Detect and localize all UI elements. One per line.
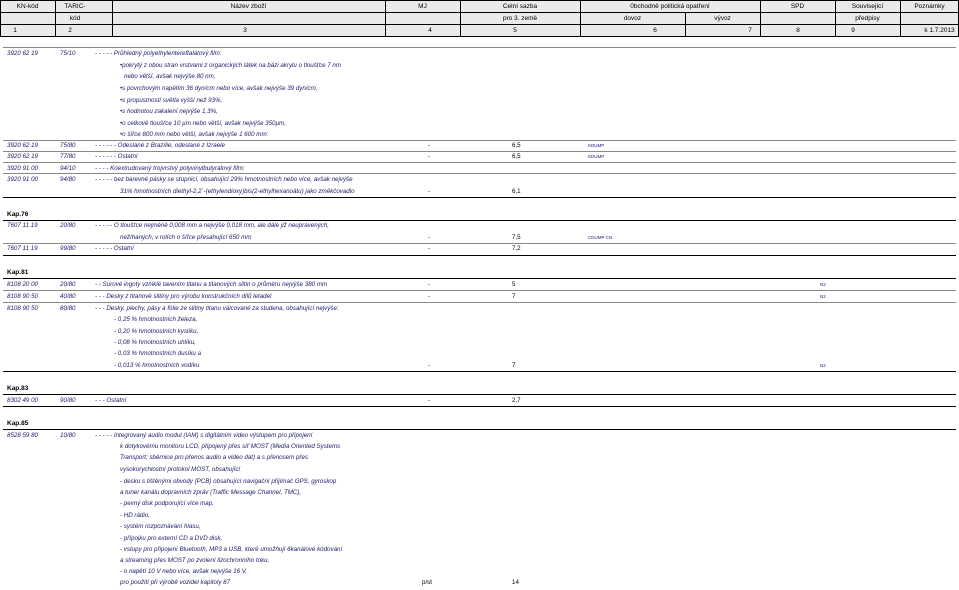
col-num-8: 8 bbox=[796, 27, 800, 34]
description-line: •s hodnotou zakalení nejvýše 1,3%, bbox=[120, 108, 218, 115]
taric-code: 40/80 bbox=[60, 293, 76, 300]
mj: - bbox=[428, 234, 431, 241]
duty-rate: 7 bbox=[512, 362, 516, 369]
description: - - Surové ingoty vzniklé tavením titanu a titanových slitin o průměru nejvýše 380 mm bbox=[95, 281, 328, 288]
duty-rate: 5 bbox=[512, 281, 516, 288]
duty-rate: 6,5 bbox=[512, 153, 521, 160]
duty-rate: 7,2 bbox=[512, 245, 521, 252]
description-line: - o napětí 10 V nebo více, avšak nejvýše 16 V, bbox=[120, 568, 248, 575]
taric-code: 20/80 bbox=[60, 281, 76, 288]
header-vyvoz: vývoz bbox=[714, 15, 731, 22]
description: - - - - - Průhledný polyethylentereftalátový film: bbox=[95, 50, 222, 57]
spd-code: N2 bbox=[820, 363, 826, 368]
description-line: nebo větší, avšak nejvýše 80 nm, bbox=[124, 73, 216, 80]
description: - - - - - bez barevné pásky se stupnicí, obsahující 29% hmotnostních nebo více, avšak nejvýše bbox=[95, 176, 353, 183]
col-num-2: 2 bbox=[68, 27, 72, 34]
description-line: - desku s tištěnými obvody (PCB) obsahující navigační přijímač GPS, gyroskop bbox=[120, 478, 337, 485]
description-line: vysokorychlostní protokol MOST, obsahující bbox=[120, 466, 241, 473]
header-kod: kód bbox=[69, 15, 81, 22]
header-poznamky: Poznámky bbox=[914, 3, 945, 10]
kn-code: 8108 20 00 bbox=[7, 281, 38, 288]
mj: - bbox=[428, 293, 431, 300]
taric-code: 94/80 bbox=[60, 176, 76, 183]
description-line: 31% hmotnostních diethyl-2,2´-(ethylendioxy)bis(2-ethylhexanoátu) jako změkčovadlo bbox=[120, 188, 355, 195]
duty-rate: 2,7 bbox=[512, 397, 521, 404]
col-num-1: 1 bbox=[13, 27, 17, 34]
header-souvisejici: Související bbox=[851, 3, 884, 10]
description-line: - pevný disk podporující více map, bbox=[120, 500, 214, 507]
kn-code: 8302 49 00 bbox=[7, 397, 38, 404]
header-predpisy: předpisy bbox=[855, 15, 880, 22]
description-line: - 0,08 % hmotnostních uhlíku, bbox=[114, 339, 196, 346]
mj: - bbox=[428, 188, 431, 195]
kn-code: 8108 90 50 bbox=[7, 305, 38, 312]
header-opatreni: 0bchodně politická opatření bbox=[630, 3, 710, 10]
kn-code: 8528 59 80 bbox=[7, 432, 38, 439]
header-celni-sazba: Celní sazba bbox=[502, 3, 538, 10]
kn-code: 3920 91 00 bbox=[7, 165, 38, 172]
header-dovoz: dovoz bbox=[623, 15, 642, 22]
chapter-heading: Kap.76 bbox=[7, 211, 29, 218]
duty-rate: 6,5 bbox=[512, 142, 521, 149]
taric-code: 10/80 bbox=[60, 432, 76, 439]
description-line: nežíhaných, v rolích o šířce přesahující 650 mm bbox=[120, 234, 252, 241]
mj: - bbox=[428, 397, 431, 404]
mj: - bbox=[428, 281, 431, 288]
header-taric: TARIC- bbox=[64, 3, 86, 10]
description: - - - Ostatní bbox=[95, 397, 127, 404]
duty-rate: 7 bbox=[512, 293, 516, 300]
description-line: - 0,013 % hmotnostních vodíku bbox=[114, 362, 200, 369]
mj: - bbox=[428, 362, 431, 369]
description-line: k dotykovému monitoru LCD, připojený přes síť MOST (Media Oriented Systems bbox=[120, 443, 341, 450]
date-note: k 1.7.2013 bbox=[924, 27, 955, 34]
header-kn-kod: KN-kód bbox=[16, 3, 39, 10]
col-num-9: 9 bbox=[851, 27, 855, 34]
description: - - - - - Integrovaný audio modul (IAM) s digitálním video výstupem pro připojení bbox=[95, 432, 313, 439]
duty-rate: 14 bbox=[512, 579, 519, 586]
header-nazev: Název zboží bbox=[230, 3, 267, 10]
description: - - - - - - Ostatní bbox=[95, 153, 138, 160]
chapter-heading: Kap.81 bbox=[7, 269, 29, 276]
mj: - bbox=[428, 245, 431, 252]
header-pro-3-zeme: pro 3. země bbox=[502, 15, 538, 22]
taric-code: 20/80 bbox=[60, 222, 76, 229]
description-line: Transport; sběrnice pro přenos audio a video dat) a s přenosem přes bbox=[120, 454, 309, 461]
kn-code: 7607 11 19 bbox=[7, 222, 38, 229]
taric-code: 75/10 bbox=[60, 50, 76, 57]
description-line: a streaming přes MOST po zvolení lizochronního toku, bbox=[120, 557, 270, 564]
col-num-5: 5 bbox=[513, 27, 517, 34]
duty-rate: 7,5 bbox=[512, 234, 521, 241]
col-num-7: 7 bbox=[748, 27, 752, 34]
spd-code: N2 bbox=[820, 294, 826, 299]
description-line: pro použití při výrobě vozidel kapitoly 87 bbox=[120, 579, 231, 586]
taric-code: 90/80 bbox=[60, 397, 76, 404]
kn-code: 3920 91 00 bbox=[7, 176, 38, 183]
description-line: •o celkové tloušťce 10 µm nebo větší, avšak nejvýše 350µm, bbox=[120, 120, 286, 127]
description-line: a tuner kanálu dopravních zpráv (Traffic Message Channel, TMC), bbox=[120, 489, 302, 496]
col-num-4: 4 bbox=[428, 27, 432, 34]
taric-code: 77/80 bbox=[60, 153, 76, 160]
mj: - bbox=[428, 142, 431, 149]
mj: - bbox=[428, 153, 431, 160]
description: - - - - Koextrudovaný trojvrstvý polyvinylbutyralový film: bbox=[95, 165, 245, 172]
description-line: •s povrchovým napětím 36 dyn/cm nebo více, avšak nejvýše 39 dyn/cm, bbox=[120, 85, 318, 92]
description-line: •s propustností světla vyšší než 93%, bbox=[120, 97, 223, 104]
kn-code: 3920 62 19 bbox=[7, 142, 38, 149]
spd-code: N2 bbox=[820, 282, 826, 287]
description-line: - 0,25 % hmotnostních železa, bbox=[114, 316, 198, 323]
description-line: •o šířce 800 mm nebo větší, avšak nejvýše 1 600 mm: bbox=[120, 131, 269, 138]
col-num-6: 6 bbox=[653, 27, 657, 34]
description: - - - - - Ostatní bbox=[95, 245, 134, 252]
description-line: - přípojku pro externí CD a DVD disk, bbox=[120, 535, 223, 542]
taric-code: 75/80 bbox=[60, 142, 76, 149]
kn-code: 8108 90 50 bbox=[7, 293, 38, 300]
description-line: - 0,20 % hmotnostních kyslíku, bbox=[114, 328, 199, 335]
description: - - - - - - Odeslané z Brazílie, odeslané z Izraele bbox=[95, 142, 225, 149]
header-mj: MJ bbox=[418, 3, 427, 10]
kn-code: 3920 62 19 bbox=[7, 50, 38, 57]
description-line: - 0,03 % hmotnostních dusíku a bbox=[114, 350, 202, 357]
description: - - - Desky z titanové slitiny pro výrobu konstrukčních dílů letadel bbox=[95, 293, 272, 300]
description-line: - HD rádio, bbox=[120, 512, 150, 519]
kn-code: 7607 11 19 bbox=[7, 245, 38, 252]
taric-code: 80/80 bbox=[60, 305, 76, 312]
chapter-heading: Kap.83 bbox=[7, 385, 29, 392]
kn-code: 3920 62 19 bbox=[7, 153, 38, 160]
taric-code: 94/10 bbox=[60, 165, 76, 172]
taric-code: 99/80 bbox=[60, 245, 76, 252]
duty-rate: 6,1 bbox=[512, 188, 521, 195]
chapter-heading: Kap.85 bbox=[7, 420, 29, 427]
trade-measure: CDUMP CN bbox=[588, 235, 613, 240]
description-line: •pokrytý z obou stran vrstvami z organických látek na bázi akrylu o tloušťce 7 nm bbox=[120, 62, 342, 69]
mj: p/st bbox=[422, 579, 432, 586]
description: - - - - - O tloušťce nejméně 0,008 mm a nejvýše 0,018 mm, ale dále již neupravených, bbox=[95, 222, 329, 229]
description: - - - Desky, plechy, pásy a fólie ze slitiny titanu válcované za studena, obsahující nejvýše: bbox=[95, 305, 339, 312]
trade-measure: KDUMP bbox=[588, 143, 605, 148]
trade-measure: KDUMP bbox=[588, 154, 605, 159]
description-line: - systém rozpoznávání hlasu, bbox=[120, 523, 201, 530]
header-spd: SPD bbox=[790, 3, 805, 10]
col-num-3: 3 bbox=[243, 27, 247, 34]
description-line: - vstupy pro připojení Bluetooth, MP3 a USB, které umožňují 6kanálové kódování bbox=[120, 546, 343, 553]
